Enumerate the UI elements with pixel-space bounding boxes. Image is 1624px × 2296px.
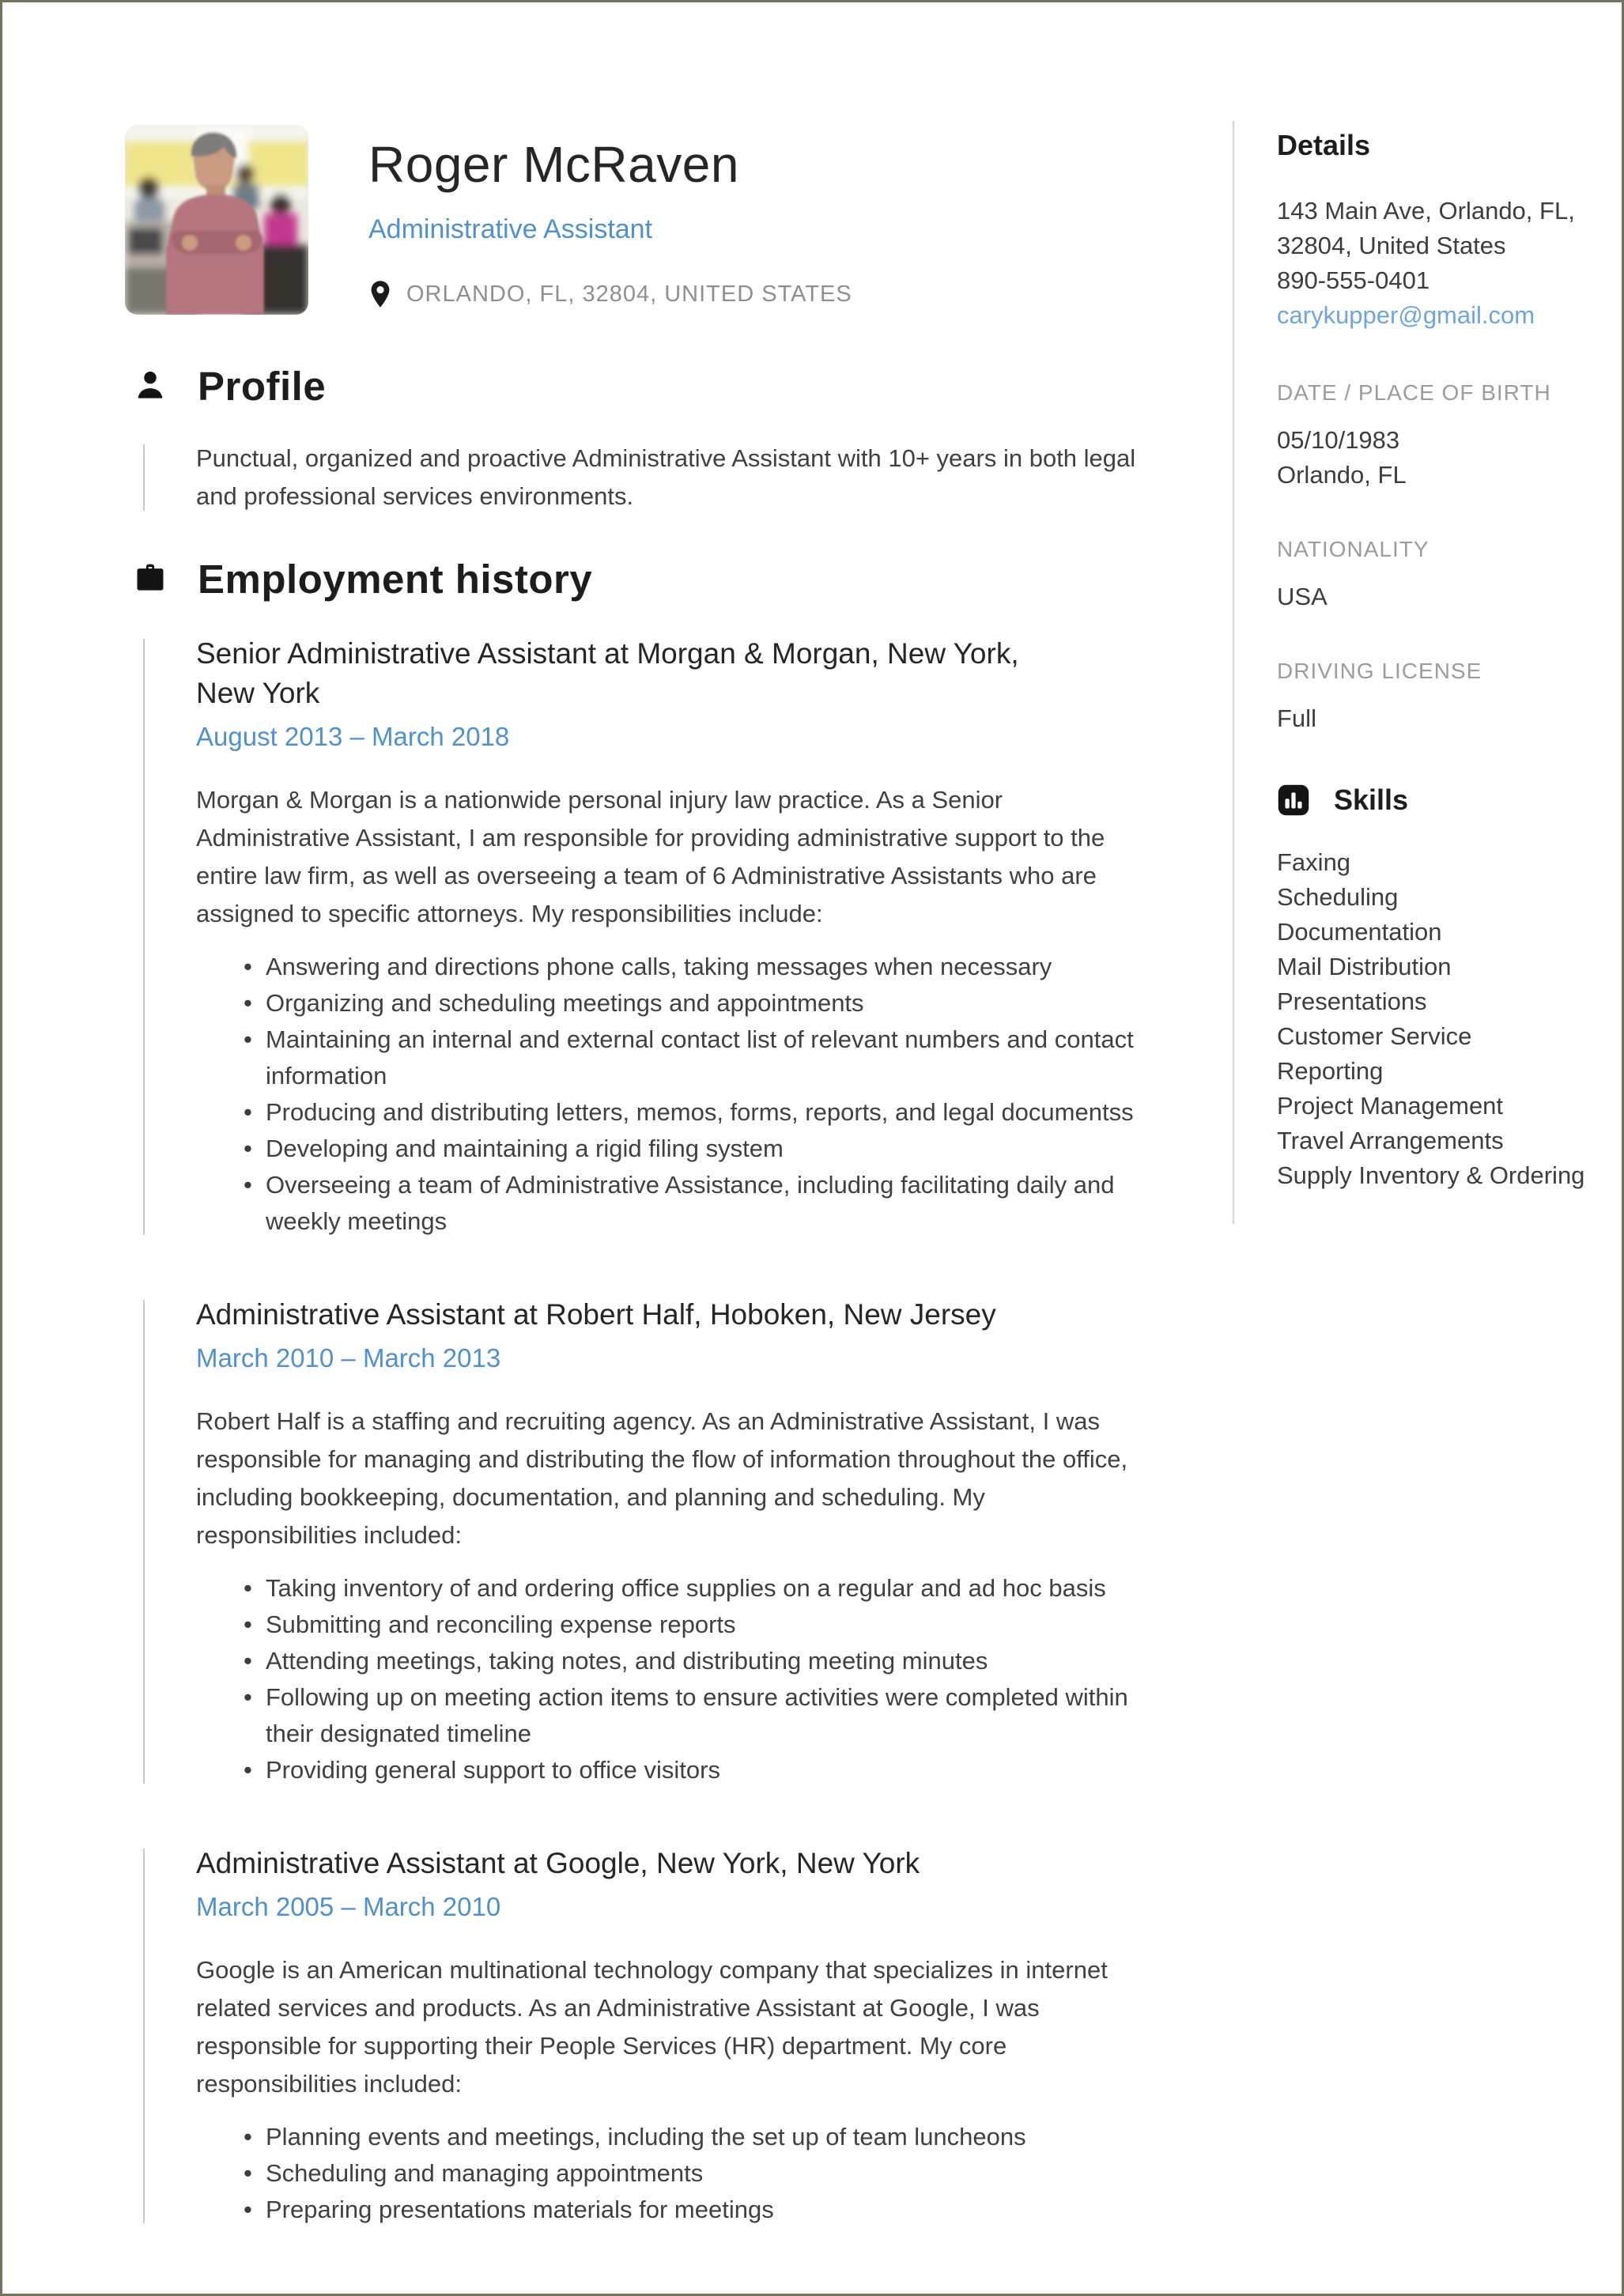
- profile-section-head: [133, 362, 1196, 410]
- job-bullet-list: [196, 949, 1196, 1240]
- map-pin-icon: [368, 280, 392, 308]
- job-bullet-list: [196, 1570, 1196, 1788]
- job-entry: [196, 1295, 1196, 1788]
- bullet-item: • Maintaining an internal and external contact list of relevant numbers and contact information: [266, 1021, 1149, 1094]
- job-dates: August 2013 – March 2018: [196, 722, 510, 751]
- skill-item: Documentation: [1277, 918, 1442, 946]
- skill-item: Project Management: [1277, 1092, 1504, 1120]
- employment-heading: Employment history: [198, 556, 593, 602]
- employment-section-head: [133, 555, 1196, 602]
- person-icon: [133, 368, 168, 403]
- birth-label: DATE / PLACE OF BIRTH: [1277, 380, 1551, 405]
- skill-item: Scheduling: [1277, 883, 1399, 911]
- bullet-item: • Taking inventory of and ordering office supplies on a regular and ad hoc basis: [266, 1570, 1149, 1607]
- timeline-line: [143, 444, 145, 511]
- job-description: Google is an American multinational technology company that specializes in internet related services and products. As an Administrative Assistant at Google, I was responsible for supporting their People Services (HR) department. My core responsibilities included:: [196, 1956, 1108, 2098]
- bullet-item: • Planning events and meetings, including the set up of team luncheons: [266, 2119, 1149, 2155]
- birth-place-value: Orlando, FL: [1277, 461, 1407, 489]
- skill-item: Faxing: [1277, 848, 1351, 876]
- bullet-item: • Producing and distributing letters, memos, forms, reports, and legal documentss: [266, 1094, 1149, 1131]
- skills-list: [1277, 845, 1587, 1193]
- skills-heading: Skills: [1334, 784, 1409, 816]
- sidebar-divider: [1233, 121, 1234, 1224]
- job-title-subtitle: Administrative Assistant: [368, 214, 653, 244]
- person-name: Roger McRaven: [368, 136, 739, 193]
- email-row: [1277, 298, 1587, 333]
- address-text: 143 Main Ave, Orlando, FL, 32804, United States: [1277, 197, 1575, 259]
- driving-license-label: DRIVING LICENSE: [1277, 659, 1482, 683]
- bullet-item: • Developing and maintaining a rigid filing system: [266, 1131, 1149, 1167]
- profile-body: [196, 440, 1196, 515]
- skill-item: Customer Service: [1277, 1022, 1472, 1050]
- skills-section-head: [1277, 782, 1587, 818]
- job-dates: March 2005 – March 2010: [196, 1892, 501, 1921]
- timeline-line: [143, 1300, 145, 1784]
- bullet-item: • Answering and directions phone calls, taking messages when necessary: [266, 949, 1149, 985]
- briefcase-icon: [133, 561, 168, 596]
- nationality-label: NATIONALITY: [1277, 537, 1429, 561]
- sidebar: [1277, 129, 1587, 1193]
- profile-heading: Profile: [198, 363, 327, 409]
- contact-block: [1277, 194, 1587, 333]
- location-text: ORLANDO, FL, 32804, UNITED STATES: [406, 281, 852, 307]
- timeline-line: [143, 639, 145, 1235]
- skill-item: Travel Arrangements: [1277, 1127, 1504, 1154]
- job-dates: March 2010 – March 2013: [196, 1343, 501, 1373]
- bullet-item: • Providing general support to office visitors: [266, 1752, 1149, 1788]
- job-title: Administrative Assistant at Robert Half, Hoboken, New Jersey: [196, 1298, 996, 1331]
- location-row: [368, 280, 852, 308]
- job-entry: [196, 1844, 1196, 2228]
- job-description: Robert Half is a staffing and recruiting agency. As an Administrative Assistant, I was responsible for managing and distributing the flow of information throughout the office, including bookkeeping, documentation, and planning and scheduling. My responsibilities included:: [196, 1407, 1128, 1549]
- bullet-item: • Organizing and scheduling meetings and appointments: [266, 985, 1149, 1021]
- details-heading: Details: [1277, 129, 1371, 161]
- job-description: Morgan & Morgan is a nationwide personal injury law practice. As a Senior Administrative Assistant, I am responsible for providing administrative support to the entire law firm, as well as overseeing a team of 6 Administrative Assistants who are assigned to specific attorneys. My responsibilities include:: [196, 786, 1105, 927]
- job-entry: [196, 634, 1196, 1240]
- header: [368, 135, 852, 308]
- skill-item: Mail Distribution: [1277, 953, 1452, 980]
- bullet-item: • Following up on meeting action items to ensure activities were completed within their designated timeline: [266, 1679, 1149, 1752]
- bar-chart-icon: [1277, 784, 1310, 817]
- timeline-line: [143, 1849, 145, 2223]
- bullet-item: • Submitting and reconciling expense reports: [266, 1607, 1149, 1643]
- nationality-value: USA: [1277, 583, 1328, 610]
- profile-photo: [125, 125, 308, 315]
- bullet-item: • Preparing presentations materials for meetings: [266, 2192, 1149, 2228]
- job-bullet-list: [196, 2119, 1196, 2228]
- skill-item: Presentations: [1277, 988, 1427, 1015]
- birth-date-value: 05/10/1983: [1277, 426, 1400, 454]
- job-title: Senior Administrative Assistant at Morgan & Morgan, New York, New York: [196, 637, 1019, 709]
- skill-item: Supply Inventory & Ordering: [1277, 1161, 1585, 1189]
- main-column: [133, 362, 1196, 2228]
- bullet-item: • Attending meetings, taking notes, and distributing meeting minutes: [266, 1643, 1149, 1679]
- skill-item: Reporting: [1277, 1057, 1384, 1085]
- job-title: Administrative Assistant at Google, New York, New York: [196, 1847, 920, 1879]
- profile-text: Punctual, organized and proactive Administrative Assistant with 10+ years in both legal and professional services environments.: [196, 444, 1136, 510]
- bullet-item: • Overseeing a team of Administrative Assistance, including facilitating daily and weekly meetings: [266, 1167, 1149, 1240]
- bullet-item: • Scheduling and managing appointments: [266, 2155, 1149, 2192]
- driving-license-value: Full: [1277, 704, 1316, 732]
- email-link[interactable]: carykupper@gmail.com: [1277, 301, 1535, 329]
- phone-text: 890-555-0401: [1277, 266, 1430, 294]
